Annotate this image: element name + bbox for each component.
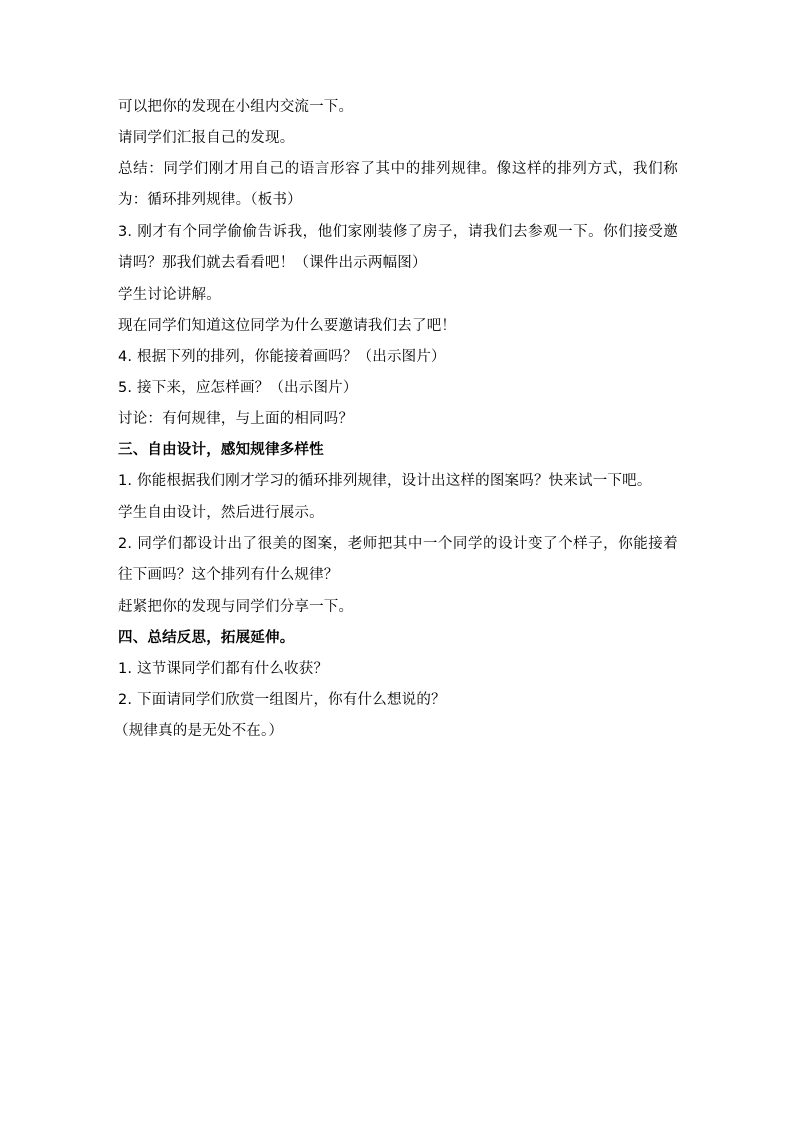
paragraph-item-3: 3. 刚才有个同学偷偷告诉我，他们家刚装修了房子，请我们去参观一下。你们接受邀请吗？那我们就去看看吧！（课件出示两幅图） bbox=[118, 224, 678, 271]
paragraph-summary-item-2: 2. 下面请同学们欣赏一组图片，你有什么想说的？ bbox=[118, 692, 446, 708]
paragraph-summary-item-1: 1. 这节课同学们都有什么收获？ bbox=[118, 661, 329, 677]
document-body bbox=[114, 97, 678, 752]
section-heading-3: 三、自由设计，感知规律多样性 bbox=[118, 442, 324, 458]
paragraph-closing-note: （规律真的是无处不在。） bbox=[114, 723, 284, 739]
paragraph-invitation-reason: 现在同学们知道这位同学为什么要邀请我们去了吧！ bbox=[118, 318, 457, 334]
paragraph-student-design: 学生自由设计，然后进行展示。 bbox=[118, 505, 324, 521]
paragraph-student-discussion: 学生讨论讲解。 bbox=[118, 287, 221, 303]
paragraph-design-item-1: 1. 你能根据我们刚才学习的循环排列规律，设计出这样的图案吗？快来试一下吧。 bbox=[118, 473, 652, 489]
paragraph-share-findings: 可以把你的发现在小组内交流一下。 bbox=[118, 99, 354, 115]
paragraph-discussion-question: 讨论：有何规律，与上面的相同吗？ bbox=[118, 411, 354, 427]
paragraph-share-with-classmates: 赶紧把你的发现与同学们分享一下。 bbox=[118, 599, 354, 615]
paragraph-report-findings: 请同学们汇报自己的发现。 bbox=[118, 130, 295, 146]
section-heading-4: 四、总结反思，拓展延伸。 bbox=[118, 630, 295, 646]
paragraph-item-4: 4. 根据下列的排列，你能接着画吗？（出示图片） bbox=[118, 349, 446, 365]
paragraph-design-item-2: 2. 同学们都设计出了很美的图案，老师把其中一个同学的设计变了个样子，你能接着往下画吗？这个排列有什么规律？ bbox=[118, 536, 678, 583]
paragraph-item-5: 5. 接下来，应怎样画？（出示图片） bbox=[118, 380, 358, 396]
paragraph-summary: 总结：同学们刚才用自己的语言形容了其中的排列规律。像这样的排列方式，我们称为：循环排列规律。（板书） bbox=[118, 161, 678, 208]
